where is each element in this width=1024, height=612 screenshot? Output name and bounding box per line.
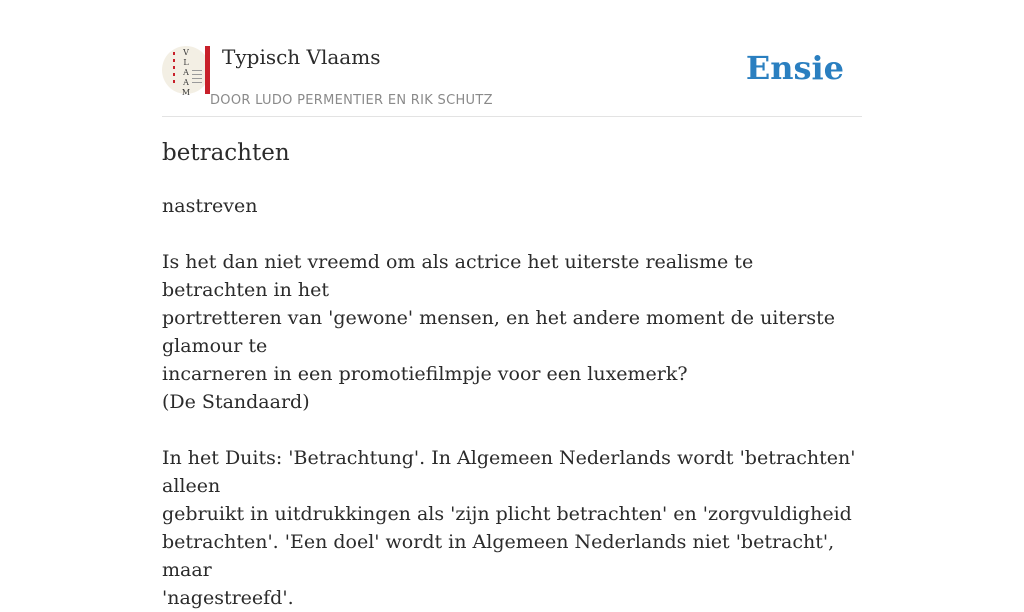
logo-decoration-lines: [192, 70, 202, 86]
note-line: 'nagestreefd'.: [162, 587, 294, 609]
brand-logo-ensie[interactable]: Ensie: [745, 49, 844, 87]
note-line: gebruikt in uitdrukkingen als 'zijn plicht betrachten' en 'zorgvuldigheid: [162, 503, 852, 525]
example-line: Is het dan niet vreemd om als actrice het uiterste realisme te betrachten in het: [162, 251, 754, 301]
note-line: betrachten'. 'Een doel' wordt in Algemeen Nederlands niet 'betracht', maar: [162, 531, 835, 581]
header: [162, 0, 862, 117]
entry-example: [162, 248, 862, 416]
blog-logo[interactable]: [162, 46, 210, 97]
note-line: In het Duits: 'Betrachtung'. In Algemeen Nederlands wordt 'betrachten' alleen: [162, 447, 856, 497]
entry-note: [162, 444, 862, 612]
entry-definition: nastreven: [162, 195, 258, 217]
example-source: (De Standaard): [162, 391, 310, 413]
example-line: portretteren van 'gewone' mensen, en het andere moment de uiterste glamour te: [162, 307, 835, 357]
entry-title: betrachten: [162, 140, 290, 166]
logo-letters: V L A A M: [181, 48, 191, 97]
entry-body: [162, 192, 862, 612]
blog-title[interactable]: Typisch Vlaams: [222, 45, 381, 69]
logo-accent-stripe: [205, 46, 210, 94]
example-line: incarneren in een promotiefilmpje voor een luxemerk?: [162, 363, 688, 385]
page-container: [162, 0, 862, 609]
logo-decoration: [173, 52, 176, 87]
byline: DOOR LUDO PERMENTIER EN RIK SCHUTZ: [210, 93, 493, 108]
